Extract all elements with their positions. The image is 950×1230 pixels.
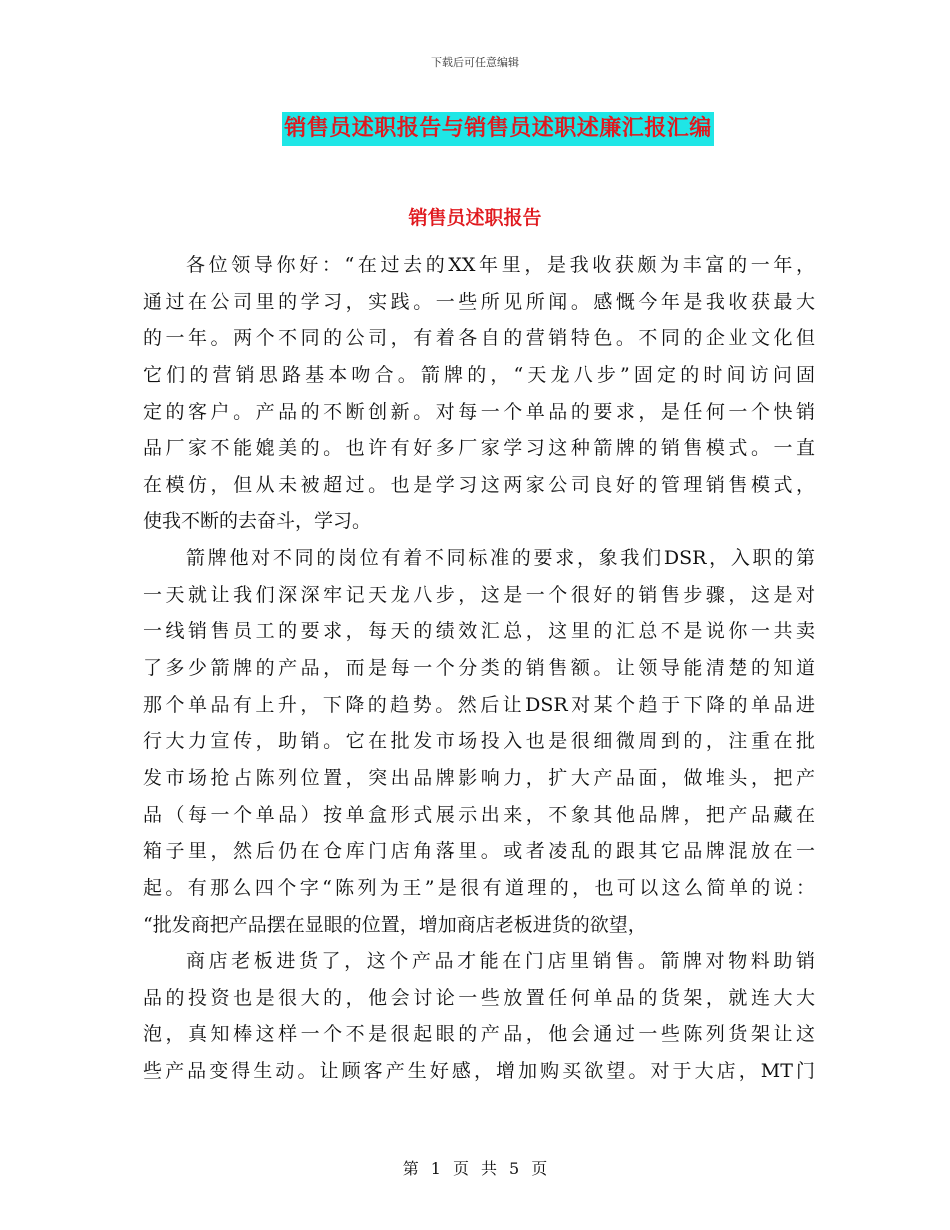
- page-header-note: 下载后可任意编辑: [431, 56, 519, 69]
- paragraph-line: 品厂家不能媲美的。也许有好多厂家学习这种箭牌的销售模式。一直: [143, 437, 815, 460]
- paragraph-line: 它们的营销思路基本吻合。箭牌的，“天龙八步”固定的时间访问固: [143, 363, 815, 386]
- body-text: [143, 247, 815, 1090]
- paragraph-line: 的一年。两个不同的公司，有着各自的营销特色。不同的企业文化但: [143, 327, 815, 350]
- paragraph-line: 定的客户。产品的不断创新。对每一个单品的要求，是任何一个快销: [143, 400, 815, 423]
- paragraph-line: 了多少箭牌的产品，而是每一个分类的销售额。让领导能清楚的知道: [143, 657, 815, 680]
- paragraph-line: 品（每一个单品）按单盒形式展示出来，不象其他品牌，把产品藏在: [143, 803, 815, 826]
- footer-total-pages: 5: [509, 1159, 520, 1178]
- paragraph-line: “批发商把产品摆在显眼的位置，增加商店老板进货的欲望，: [143, 913, 647, 936]
- footer-label-unit: 页: [452, 1159, 469, 1178]
- paragraph-line: 使我不断的去奋斗，学习。: [143, 510, 372, 533]
- section-title: 销售员述职报告: [408, 207, 542, 229]
- paragraph-line: 商店老板进货了，这个产品才能在门店里销售。箭牌对物料助销: [186, 950, 815, 973]
- paragraph-line: 些产品变得生动。让顾客产生好感，增加购买欲望。对于大店，MT门: [143, 1060, 815, 1083]
- document-main-title: 销售员述职报告与销售员述职述廉汇报汇编: [282, 112, 714, 146]
- paragraph-line: 箭牌他对不同的岗位有着不同标准的要求，象我们DSR，入职的第: [186, 547, 815, 570]
- main-title-container: [0, 112, 950, 146]
- paragraph-line: 一线销售员工的要求，每天的绩效汇总，这里的汇总不是说你一共卖: [143, 620, 815, 643]
- page-footer: [0, 1156, 950, 1179]
- footer-label-page: 第: [402, 1159, 419, 1178]
- paragraph-line: 各位领导你好：“在过去的XX年里，是我收获颇为丰富的一年，: [186, 254, 815, 276]
- paragraph-line: 一天就让我们深深牢记天龙八步，这是一个很好的销售步骤，这是对: [143, 583, 815, 606]
- footer-current-page: 1: [430, 1159, 441, 1178]
- paragraph-line: 品的投资也是很大的，他会讨论一些放置任何单品的货架，就连大大: [143, 986, 815, 1009]
- paragraph-line: 箱子里，然后仍在仓库门店角落里。或者凌乱的跟其它品牌混放在一: [143, 840, 815, 863]
- paragraph-line: 泡，真知棒这样一个不是很起眼的产品，他会通过一些陈列货架让这: [143, 1023, 815, 1046]
- footer-label-unit2: 页: [531, 1159, 548, 1178]
- paragraph-line: 通过在公司里的学习，实践。一些所见所闻。感慨今年是我收获最大: [143, 290, 815, 313]
- paragraph-line: 行大力宣传，助销。它在批发市场投入也是很细微周到的，注重在批: [143, 730, 815, 753]
- footer-label-total: 共: [481, 1159, 498, 1178]
- paragraph-line: 在模仿，但从未被超过。也是学习这两家公司良好的管理销售模式，: [143, 473, 815, 496]
- paragraph-line: 发市场抢占陈列位置，突出品牌影响力，扩大产品面，做堆头，把产: [143, 766, 815, 789]
- paragraph-line: 起。有那么四个字“陈列为王”是很有道理的，也可以这么简单的说：: [143, 876, 815, 899]
- paragraph-line: 那个单品有上升，下降的趋势。然后让DSR对某个趋于下降的单品进: [143, 693, 815, 716]
